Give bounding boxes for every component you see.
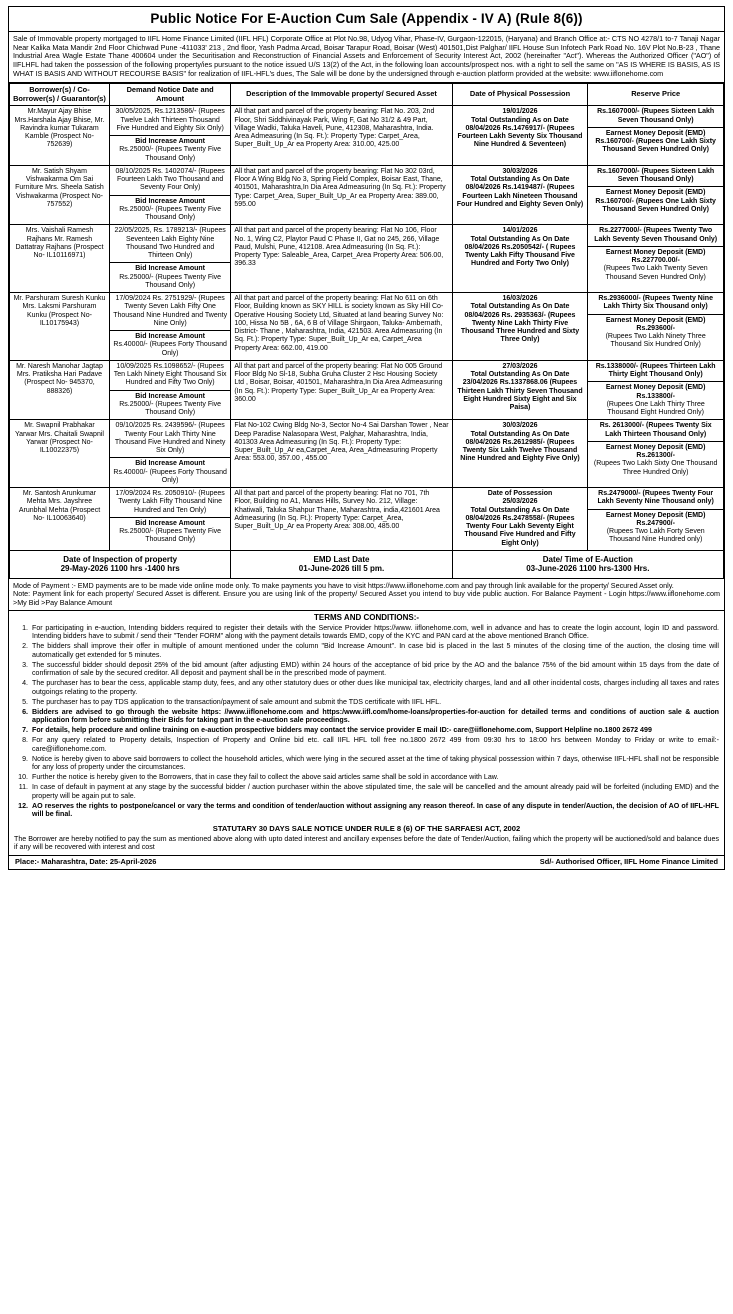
borrower-cell: Mr.Mayur Ajay Bhise Mrs.Harshala Ajay Bhise, Mr. Ravindra kumar Tukaram Kamble (Prospect No- 752639) <box>10 106 110 166</box>
key-dates-row <box>10 550 724 578</box>
possession-cell <box>452 488 588 551</box>
emd-block <box>588 127 723 155</box>
possession-date: 27/03/2026 <box>502 362 538 370</box>
payment-notes <box>9 579 724 611</box>
property-description: All that part and parcel of the property bearing: Flat No 005 Ground Floor Bldg No Sl-18, Subha Gruha Cluster 2 Hsc Housing Society Ltd , Boisar, Boisar, 401501, Maharashtra,In Dia Area Admeasuring (In Sq. Ft.): Property Type: Super_Built_Up_Ar ea Property Area: 360.00 <box>231 360 452 420</box>
emd-last-date-label: EMD Last Date <box>313 554 370 564</box>
reserve-price-cell <box>588 293 724 361</box>
auction-date-value: 03-June-2026 1100 hrs-1300 Hrs. <box>526 564 650 574</box>
emd-label: Earnest Money Deposit (EMD) Rs.133800/- <box>605 384 706 400</box>
emd-label: Earnest Money Deposit (EMD) <box>605 189 706 197</box>
possession-cell <box>452 225 588 293</box>
borrower-cell: Mr. Satish Shyam Vishwakarma Om Sai Furniture Mrs. Sheela Satish Vishwakarma (Prospect No- 757552) <box>10 165 110 225</box>
terms-section <box>9 624 724 824</box>
table-row <box>10 293 724 361</box>
table-header-row <box>10 83 724 105</box>
payment-note-text: Note: Payment link for each property/ Secured Asset is different. Ensure you are using link of the property/ Secured Asset you intend to buy vide public auction. For Balance Payment - Login https://www.iiflonehome.com >My Bid >Pay Balance Amount <box>13 589 720 607</box>
table-row <box>10 165 724 225</box>
reserve-price-value: Rs.2277000/- (Rupees Twenty Two Lakh Seventy Seven Thousand Only) <box>594 227 718 243</box>
demand-amount: 09/10/2025 Rs. 2439596/- (Rupees Twenty Four Lakh Thirty Nine Thousand Five Hundred and Ninety Six Only) <box>114 422 226 455</box>
terms-list <box>14 624 719 819</box>
outstanding-amount: Total Outstanding As On Date 23/04/2026 Rs.1337868.06 (Rupees Thirteen Lakh Thirty Seven Thousand Eight Hundred Sixty Eight and Six Paisa) <box>457 371 583 412</box>
demand-amount: 17/09/2024 Rs. 2751929/- (Rupees Twenty Seven Lakh Fifty One Thousand Nine Hundred and Twenty Nine Only) <box>113 295 228 327</box>
reserve-price-value: Rs.1338000/- (Rupees Thirteen Lakh Thirty Eight Thousand Only) <box>595 362 716 379</box>
emd-block <box>588 246 723 282</box>
bid-increase-block <box>110 517 230 545</box>
emd-block <box>588 441 723 477</box>
borrower-cell: Mr. Naresh Manohar Jagtap Mrs. Pratiksha Hari Padave (Prospect No- 945370, 888326) <box>10 360 110 420</box>
reserve-price-value: Rs.2936000/- (Rupees Twenty Nine Lakh Thirty Six Thousand only) <box>598 295 713 311</box>
table-row <box>10 225 724 293</box>
emd-last-date-cell <box>231 550 452 578</box>
bid-increase-value: Rs.25000/- (Rupees Twenty Five Thousand Only) <box>119 400 222 417</box>
footer-place-date: Place:- Maharashtra, Date: 25-April-2026 <box>15 856 157 866</box>
possession-cell <box>452 360 588 420</box>
possession-date: 30/03/2026 <box>502 167 538 175</box>
emd-value: Rs.160700/- (Rupees One Lakh Sixty Thousand Seven Hundred Only) <box>595 197 716 213</box>
terms-item: 4. The purchaser has to bear the cess, applicable stamp duty, fees, and any other statutory dues or other dues like municipal tax, electricity charges, land and all other incidental costs, charges including all taxes and rates outgoings relating to the property. <box>30 679 719 696</box>
footer <box>9 855 724 870</box>
bid-increase-value: Rs.25000/- (Rupees Twenty Five Thousand Only) <box>119 146 222 162</box>
statutory-body: The Borrower are hereby notified to pay the sum as mentioned above along with upto dated interest and ancillary expenses before the date of Tender/Auction, failing which the property will be auctioned/sold and balance dues if any will be recovered with interest and cost <box>14 835 719 852</box>
emd-label: Earnest Money Deposit (EMD) Rs.227700.00/- <box>605 248 706 265</box>
table-row <box>10 488 724 551</box>
page-title: Public Notice For E-Auction Cum Sale (Appendix - IV A) (Rule 8(6)) <box>9 7 724 32</box>
borrower-cell: Mr. Parshuram Suresh Kunku Mrs. Laksmi Parshuram Kunku (Prospect No- IL10175943) <box>10 293 110 361</box>
demand-notice-cell <box>109 106 230 166</box>
outstanding-amount: Total Outstanding As on Date 08/04/2026 Rs.1476917/- (Rupees Fourteen Lakh Seventy Six Thousand Nine Hundred & Seventeen) <box>457 116 583 149</box>
bid-increase-label: Bid Increase Amount <box>135 265 206 273</box>
emd-block <box>588 509 723 545</box>
auction-date-cell <box>452 550 723 578</box>
emd-value: (Rupees Two Lakh Twenty Seven Thousand Seven Hundred Only) <box>603 265 708 281</box>
statutory-title: STATUTARY 30 DAYS SALE NOTICE UNDER RULE 8 (6) OF THE SARFAESI ACT, 2002 <box>212 824 521 834</box>
emd-block <box>588 314 723 350</box>
reserve-price-value: Rs. 2613000/- (Rupees Twenty Six Lakh Thirteen Thousand Only) <box>599 422 712 438</box>
terms-item: 7. For details, help procedure and online training on e-auction prospective bidders may contact the service provider E mail ID:- care@iiflonehome.com, Support Helpline no.1800 2672 499 <box>30 726 719 735</box>
possession-date: 16/03/2026 <box>502 295 538 303</box>
possession-date-label: Date of Possession <box>487 490 553 498</box>
terms-item: 9. Notice is hereby given to above said borrowers to collect the household articles, which were lying in the secured asset at the time of taking physical possession within 7 days, otherwise IIFL-HFL shall not be responsible for any loss of property under the circumstances. <box>30 755 719 772</box>
bid-increase-block <box>110 135 230 163</box>
bid-increase-block <box>110 457 230 485</box>
emd-value: (Rupees Two Lakh Ninety Three Thousand Six Hundred Only) <box>605 333 706 349</box>
emd-block <box>588 186 723 214</box>
possession-cell <box>452 165 588 225</box>
demand-amount: 22/05/2025, Rs. 1789213/- (Rupees Seventeen Lakh Eighty Nine Thousand Two Hundred and Thirteen Only) <box>114 227 226 260</box>
property-description: All that part and parcel of the property bearing: Flat No 611 on 6th Floor, Building known as SKY HILL is society known as Sky Hill Co- Operative Housing Society Ltd, Situated at land bearing Survey No: 100, Hissa No 5B , 6A, 6 B of Village Shirgaon, Taluka- Ambernath, District- Thane , Maharashtra, India, 421503. Area Admeasuring (In Sq. Ft.): Property Type: Super_Built_Up_Ar ea, Carpet_Area Property Area: 662.00, 419.00 <box>231 293 452 361</box>
emd-value: Rs.160700/- (Rupees One Lakh Sixty Thousand Seven Hundred Only) <box>595 138 716 154</box>
reserve-price-value: Rs.2479000/- (Rupees Twenty Four Lakh Seventy Nine Thousand only) <box>597 490 714 506</box>
footer-signatory: Sd/- Authorised Officer, IIFL Home Finance Limited <box>539 856 718 866</box>
demand-amount: 17/09/2024 Rs. 2050910/- (Rupees Twenty Lakh Fifty Thousand Nine Hundred and Ten Only) <box>115 490 225 514</box>
outstanding-amount: Total Outstanding As On Date 08/04/2026 Rs.1419487/- (Rupees Fourteen Lakh Nineteen Thousand Four Hundred and Eighty Seven Only) <box>456 176 584 208</box>
emd-block <box>588 381 723 417</box>
borrower-cell: Mrs. Vaishali Ramesh Rajhans Mr. Ramesh Dattatray Rajhans (Prospect No- IL10116971) <box>10 225 110 293</box>
demand-notice-cell <box>109 293 230 361</box>
inspection-label: Date of Inspection of property <box>63 554 178 564</box>
outstanding-amount: Total Outstanding As On Date 08/04/2026 Rs. 2935363/- (Rupees Twenty Nine Lakh Thirty Five Thousand Three Hundred and Sixty Three Only) <box>460 303 580 344</box>
terms-item: 11. In case of default in payment at any stage by the successful bidder / auction purchaser within the above stipulated time, the sale will be cancelled and the amount already paid will be forfeited (including EMD) and the property will be again put to sale. <box>30 783 719 800</box>
emd-label: Earnest Money Deposit (EMD) Rs.247900/- <box>605 511 706 527</box>
emd-label: Earnest Money Deposit (EMD) <box>605 129 706 137</box>
possession-cell <box>452 420 588 488</box>
notice-container <box>8 6 725 870</box>
property-description: All that part and parcel of the property bearing: Flat No 106, Floor No. 1, Wing C2, Playtor Paud C Phase II, Gat no 245, 266, Village Paud, Mulshi, Pune, 412108. Area Admeasuring (In Sq. Ft.): Property Type: Saleable_Area, Carpet_Area Property Area: 506.00, 396.33 <box>231 225 452 293</box>
col-description: Description of the Immovable property/ Secured Asset <box>231 83 452 105</box>
possession-date: 30/03/2026 <box>502 422 538 430</box>
auction-table <box>9 83 724 579</box>
terms-item: 10. Further the notice is hereby given to the Borrowers, that in case they fail to collect the above said articles same shall be sold in accordance with Law. <box>30 773 719 782</box>
possession-cell <box>452 293 588 361</box>
reserve-price-cell <box>588 360 724 420</box>
terms-item: 12. AO reserves the rights to postpone/cancel or vary the terms and condition of tender/auction without assigning any reason thereof. In case of any dispute in tender/Auction, the decision of AO of IIFL-HFL will be final. <box>30 802 719 819</box>
property-description: All that part and parcel of the property bearing: Flat no 701, 7th Floor, Building no A1, Manas Hills, Survey No. 212, Village: Khatiwali, Taluka Shahpur Thane, Maharashtra, india,421601 Area Admeasuring (In Sq. Ft.): Property Type: Carpet_Area, Super_Built_Up_Ar ea Property Area: 308.00, 485.00 <box>231 488 452 551</box>
emd-label: Earnest Money Deposit (EMD) Rs.261300/- <box>605 443 706 460</box>
demand-notice-cell <box>109 225 230 293</box>
col-borrower: Borrower(s) / Co-Borrower(s) / Guarantor(s) <box>10 83 110 105</box>
reserve-price-cell <box>588 225 724 293</box>
emd-label: Earnest Money Deposit (EMD) Rs.293600/- <box>605 316 706 332</box>
reserve-price-cell <box>588 488 724 551</box>
outstanding-amount: Total Outstanding As On Date 08/04/2026 Rs.2050542/- ( Rupees Twenty Lakh Fifty Thousand Five Hundred and Forty Two Only) <box>464 235 576 268</box>
emd-value: (Rupees Two Lakh Forty Seven Thousand Nine Hundred only) <box>606 528 705 544</box>
demand-notice-cell <box>109 165 230 225</box>
bid-increase-block <box>110 390 230 418</box>
property-description: Flat No-102 Cwing Bldg No-3, Sector No-4 Sai Darshan Tower , Near Deep Paradise Nalasopara West, Palghar, Maharashtra, India, 401303 Area Admeasuring (In Sq. Ft.): Property Type: Super_Built_Up_Ar ea,Carpet_Area, Area_Admeasuring Property Area: 553.00, 357.00 , 455.00 <box>231 420 452 488</box>
col-demand-notice: Demand Notice Date and Amount <box>109 83 230 105</box>
terms-item: 3. The successful bidder should deposit 25% of the bid amount (after adjusting EMD) within 24 hours of the acceptance of bid price by the AO and the balance 75% of the bid amount within 15 days from the date of confirmation of sale by the secured creditor. All deposit and payment shall be in the prescribed mode of payment. <box>30 661 719 678</box>
emd-value: (Rupees One Lakh Thirty Three Thousand Eight Hundred Only) <box>606 400 705 417</box>
col-reserve-price: Reserve Price <box>588 83 724 105</box>
borrower-cell: Mr. Swapnil Prabhakar Yarwar Mrs. Chaitali Swapnil Yarwar (Prospect No- IL10022375) <box>10 420 110 488</box>
demand-amount: 10/09/2025 Rs.1098652/- (Rupees Ten Lakh Ninety Eight Thousand Six Hundred and Fifty Two Only) <box>113 362 227 387</box>
col-possession: Date of Physical Possession <box>452 83 588 105</box>
terms-title: TERMS AND CONDITIONS:- <box>313 613 420 623</box>
inspection-cell <box>10 550 231 578</box>
outstanding-amount: Total Outstanding As On Date 08/04/2026 Rs.2612985/- (Rupees Twenty Six Lakh Twelve Thousand Nine Hundred and Eighty Five Only) <box>460 430 580 463</box>
outstanding-amount: Total Outstanding As On Date 08/04/2026 Rs.2478558/- (Rupees Twenty Four Lakh Seventy Eight Thousand Five Hundred and Fifty Eight Only) <box>464 506 576 547</box>
reserve-price-cell <box>588 106 724 166</box>
table-row <box>10 360 724 420</box>
reserve-price-cell <box>588 420 724 488</box>
bid-increase-value: Rs.25000/- (Rupees Twenty Five Thousand Only) <box>119 205 222 222</box>
bid-increase-label: Bid Increase Amount <box>135 333 206 341</box>
bid-increase-label: Bid Increase Amount <box>135 519 206 527</box>
terms-item: 6. Bidders are advised to go through the website https: //www.iiflonehome.com and https:/www.iifl.com/home-loans/properties-for-auction for detailed terms and conditions of auction sale & auction application form before submitting their Bids for taking part in the e-auction sale proceedings. <box>30 708 719 725</box>
terms-item: 8. For any query related to Property details, Inspection of Property and Online bid etc. call IIFL HFL toll free no.1800 2672 499 from 09:30 hrs to 18:00 hrs between Monday to Friday or write to email:- care@iiflonehome.com. <box>30 736 719 753</box>
possession-date: 19/01/2026 <box>502 108 538 116</box>
auction-date-label: Date/ Time of E-Auction <box>542 554 633 564</box>
bid-increase-value: Rs.25000/- (Rupees Twenty Five Thousand Only) <box>119 273 222 289</box>
property-description: All that part and parcel of the property bearing: Flat No. 203, 2nd Floor, Shri Siddhivinayak Park, Wing F, Gat No 31/2 & 49 Part, Village Wadki, Taluka Haveli, Pune, 412308, Maharashtra, India. Area Admeasuring (In Sq. Ft.): Property Type: Carpet_Area, Super_Built_Up_Ar ea Property Area: 310.00, 425.00 <box>231 106 452 166</box>
bid-increase-value: Rs.40000/- (Rupees Forty Thousand Only) <box>113 468 227 484</box>
reserve-price-value: Rs.1607000/- (Rupees Sixteen Lakh Seven Thousand Only) <box>597 108 715 124</box>
table-row <box>10 106 724 166</box>
emd-value: (Rupees Two Lakh Sixty One Thousand Three Hundred Only) <box>593 460 718 476</box>
intro-paragraph: Sale of Immovable property mortgaged to IIFL Home Finance Limited (IIFL HFL) Corporate Office at Plot No.98, Udyog Vihar, Phase-IV, Gurgaon-122015, (Haryana) and Branch Office at:- CTS NO 4278/1 to-7 Tanaji Nagar Near Kalika Mata Mandir 2nd Floor Chichwad Pune -411033' 213 , 2nd floor, Yash Padma Arcad, Boisar Tarapur Road, Boisar (West) 401501,Dist Palghar/ IIFL House Sun Infotech Park Road No. 16V Plot No.B-23 , Thane Industrial Area Wagle Estate Thane 400604 under the Securitisation and Reconstruction of Financial Assets and Enforcement of Security Interest Act, 2002 (hereinafter "Act"). Whereas the Authorized Officer ("AO") of IIFLHFL had taken the possession of the following property/ies pursuant to the notice issued U/S 13(2) of the Act, in the following loan accounts/prospect nos. with a right to sell the same on "AS IS WHERE IS BASIS, AS IS WHAT IS BASIS AND WITHOUT RECOURSE BASIS" for realization of IIFL-HFL's dues, The Sale will be done by the undersigned through e-auction platform provided at the website: www.iiflonehome.com <box>9 32 724 83</box>
terms-item: 5. The purchaser has to pay TDS application to the transaction/payment of sale amount and submit the TDS certificate with IIFL HFL. <box>30 698 719 707</box>
bid-increase-label: Bid Increase Amount <box>135 197 206 205</box>
terms-item: 1. For participating in e-auction, Intending bidders required to register their details with the Service Provider https://www. iiflonehome.com, well in advance and has to create the login account, login ID and password. Intending bidders have to submit / send their "Tender FORM" along with the payment details towards EMD, copy of the KYC and PAN card at the above mentioned Branch Office. <box>30 624 719 641</box>
table-row <box>10 420 724 488</box>
property-description: All that part and parcel of the property bearing: Flat No 302 03rd, Floor A Wing Bldg No 3, Spring Field Complex, Boisar East, Thane, 401501, Maharashtra,In Dia Area Admeasuring (In Sq. Ft.): Property Type: Carpet_Area, Super_Built_Up_Ar ea Property Area: 389.00, 595.00 <box>231 165 452 225</box>
possession-cell <box>452 106 588 166</box>
terms-item: 2. The bidders shall improve their offer in multiple of amount mentioned under the column "Bid Increase Amount". In case bid is placed in the last 5 minutes of the closing time of the auction, the closing time will automatically get extended for 5 minutes. <box>30 642 719 659</box>
bid-increase-value: Rs.40000/- (Rupees Forty Thousand Only) <box>113 341 227 357</box>
emd-last-date-value: 01-June-2026 till 5 pm. <box>298 564 385 574</box>
reserve-price-value: Rs.1607000/- (Rupees Sixteen Lakh Seven Thousand Only) <box>597 167 715 184</box>
bid-increase-block <box>110 262 230 290</box>
inspection-value: 29-May-2026 1100 hrs -1400 hrs <box>60 564 180 574</box>
reserve-price-cell <box>588 165 724 225</box>
borrower-cell: Mr. Santosh Arunkumar Mehta Mrs. Jayshree Arunbhal Mehta (Prospect No- IL10063640) <box>10 488 110 551</box>
possession-date: 14/01/2026 <box>502 227 538 235</box>
demand-notice-cell <box>109 420 230 488</box>
demand-notice-cell <box>109 360 230 420</box>
bid-increase-block <box>110 330 230 358</box>
demand-amount: 30/05/2025, Rs.1213586/- (Rupees Twelve Lakh Thirteen Thousand Five Hundred and Eighty Six Only) <box>115 108 225 132</box>
mode-of-payment-text: Mode of Payment :- EMD payments are to be made vide online mode only. To make payments you have to visit https://www.iiflonehome.com and pay through link available for the property/ Secured Asset only. <box>13 580 674 590</box>
bid-increase-label: Bid Increase Amount <box>135 392 206 400</box>
possession-date: 25/03/2026 <box>502 498 538 506</box>
bid-increase-block <box>110 195 230 223</box>
bid-increase-value: Rs.25000/- (Rupees Twenty Five Thousand Only) <box>119 528 222 544</box>
bid-increase-label: Bid Increase Amount <box>135 460 206 468</box>
demand-notice-cell <box>109 488 230 551</box>
bid-increase-label: Bid Increase Amount <box>135 138 206 146</box>
demand-amount: 08/10/2025 Rs. 1402074/- (Rupees Fourteen Lakh Two Thousand and Seventy Four Only) <box>115 167 225 192</box>
